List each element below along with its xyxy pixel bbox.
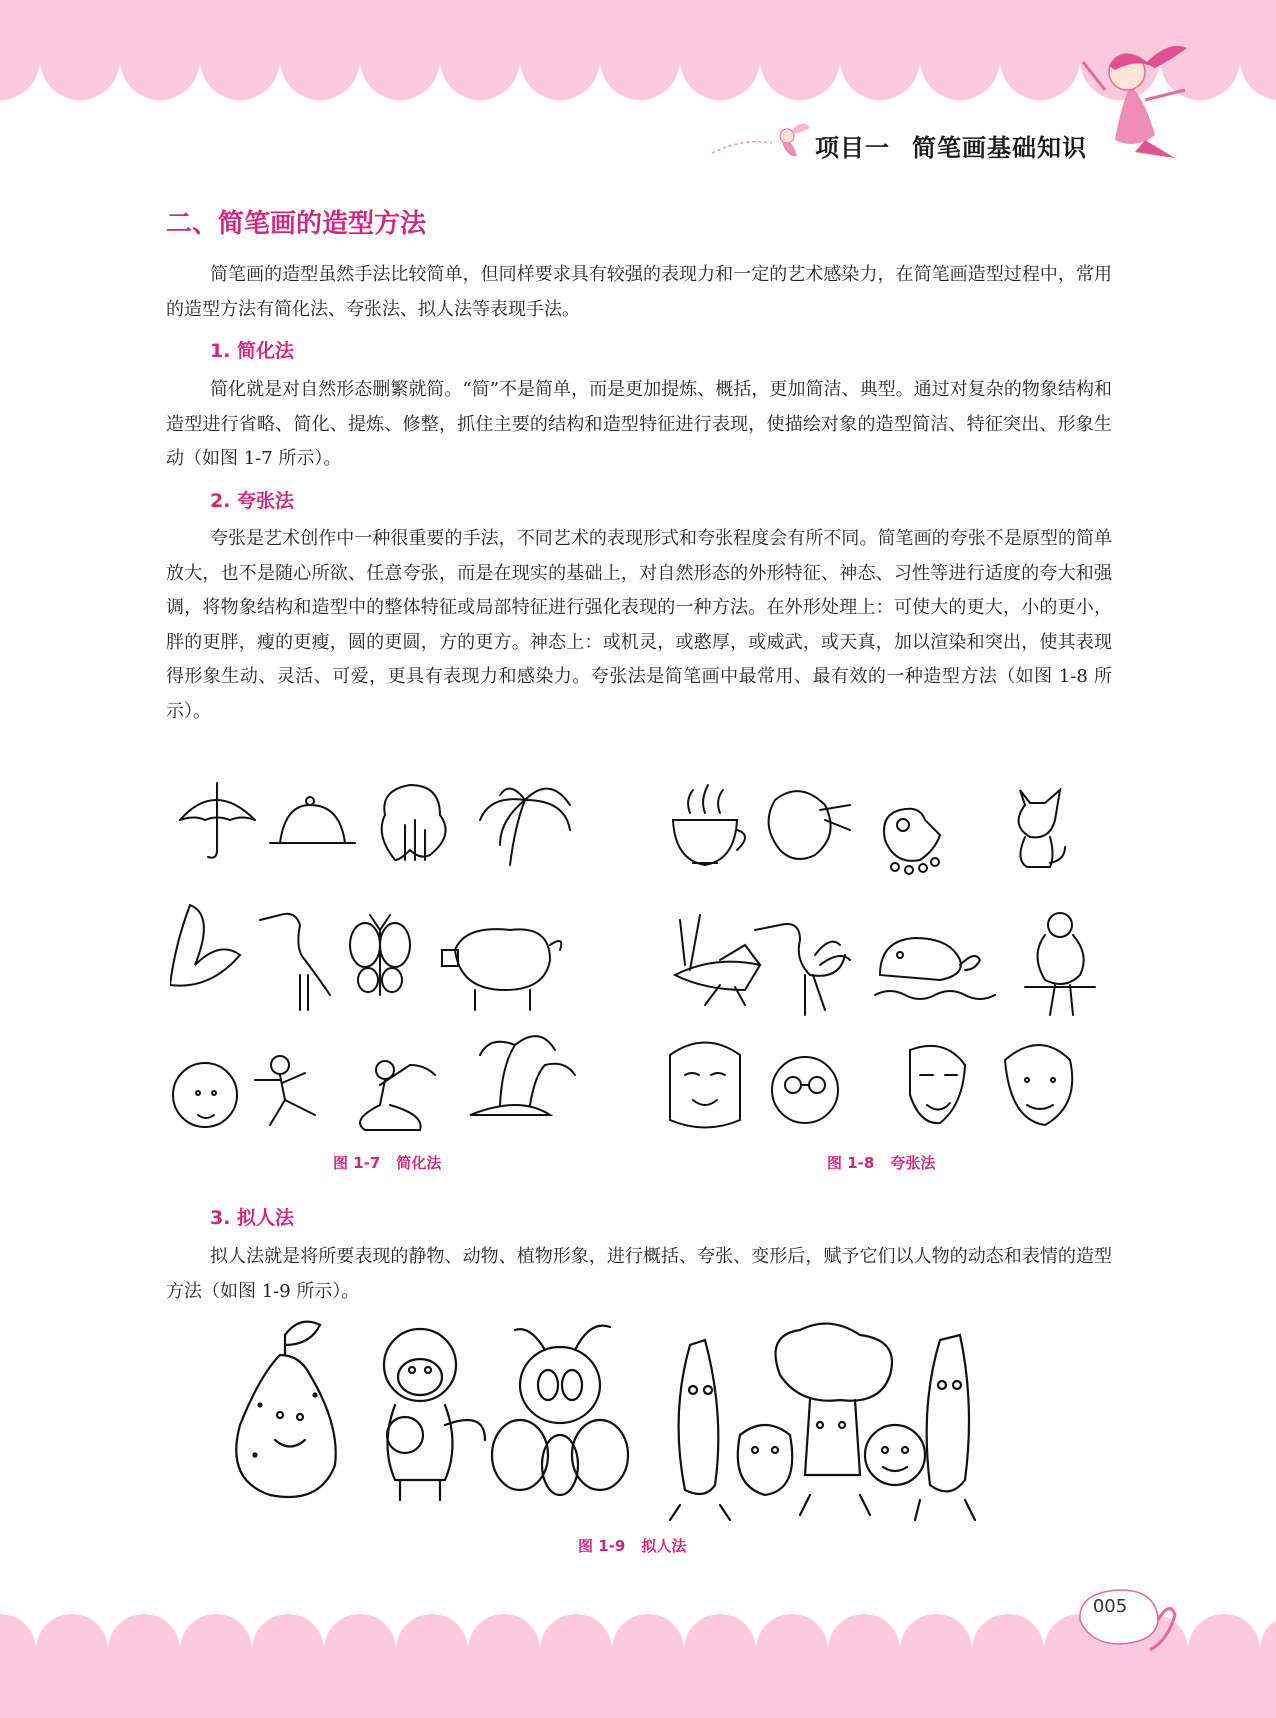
crane-drawing: [755, 924, 850, 1015]
figure-1-9-caption: [578, 1535, 686, 1556]
whale-drawing: [875, 938, 995, 999]
girl-illustration: [1075, 40, 1195, 160]
island-drawing: [470, 1036, 575, 1115]
pig-drawing: [442, 929, 561, 1010]
bee-character-drawing: [492, 1326, 628, 1495]
header-chapter: 项目一: [815, 134, 890, 162]
intro-paragraph: 简笔画的造型虽然手法比较简单，但同样要求具有较强的表现力和一定的艺术感染力，在简笔画造型过程中，常用的造型方法有简化法、夸张法、拟人法等表现手法。: [166, 264, 1112, 320]
heron-drawing: [260, 914, 330, 1010]
chicken-drawing: [884, 809, 940, 874]
page-number: 005: [1092, 1596, 1128, 1617]
face-3-drawing: [910, 1046, 965, 1123]
grasshopper-drawing: [675, 915, 760, 1005]
monkey-character-drawing: [384, 1329, 485, 1500]
swan-drawing: [170, 905, 240, 986]
face-1-drawing: [670, 1043, 740, 1128]
fairy-illustration: [712, 118, 812, 168]
vegetables-characters-drawing: [670, 1324, 975, 1520]
section-title: 二、简笔画的造型方法: [166, 209, 427, 239]
figure-1-8-drawings: [665, 775, 1115, 1145]
dancer-drawing: [360, 1061, 435, 1130]
figure-1-9-number: 图 1-9: [578, 1537, 626, 1555]
exaggerated-head-drawing: [769, 791, 850, 859]
figure-1-7-caption: [333, 1152, 441, 1173]
method-text-simplify: 简化就是对自然形态删繁就简。“简”不是简单，而是更加提炼、概括，更加简洁、典型。通过对复杂的物象结构和造型进行省略、简化、提炼、修整，抓住主要的结构和造型特征进行表现，使描绘对象的造型简洁、特征突出、形象生动（如图 1-7 所示）。: [166, 379, 1112, 469]
method-heading-exaggerate: 2. 夸张法: [210, 490, 295, 512]
figure-1-7-label: 简化法: [396, 1154, 442, 1172]
figure-1-7-drawings: [170, 775, 630, 1145]
method-heading-personify: 3. 拟人法: [210, 1207, 295, 1229]
boy-head-drawing: [173, 1063, 237, 1127]
bird-on-branch-drawing: [1025, 913, 1095, 1015]
method-heading-simplify: 1. 简化法: [210, 340, 295, 362]
figure-1-9-label: 拟人法: [641, 1537, 687, 1555]
butterfly-drawing: [350, 915, 410, 995]
cat-drawing: [1019, 790, 1065, 867]
figure-1-8-number: 图 1-8: [827, 1154, 875, 1172]
figure-1-9-drawings: [220, 1315, 1060, 1525]
runner-drawing: [255, 1056, 315, 1125]
method-text-exaggerate: 夸张是艺术创作中一种很重要的手法，不同艺术的表现形式和夸张程度会有所不同。简笔画的夸张不是原型的简单放大，也不是随心所欲、任意夸张，而是在现实的基础上，对自然形态的外形特征、神态、习性等进行适度的夸大和强调，将物象结构和造型中的整体特征或局部特征进行强化表现的一种方法。在外形处理上：可使大的更大，小的更小，胖的更胖，瘦的更瘦，圆的更圆，方的更方。神态上：或机灵，或憨厚，或威武，或天真，加以渲染和突出，使其表现得形象生动、灵活、可爱，更具有表现力和感染力。夸张法是简笔画中最常用、最有效的一种造型方法（如图 1-8 所示）。: [166, 528, 1112, 722]
face-2-drawing: [772, 1057, 838, 1123]
figure-1-7-number: 图 1-7: [333, 1154, 381, 1172]
header-title: 简笔画基础知识: [912, 134, 1087, 162]
palm-tree-drawing: [480, 789, 570, 865]
pear-character-drawing: [236, 1322, 335, 1497]
umbrella-drawing: [180, 783, 255, 858]
trees-drawing: [382, 785, 446, 860]
method-text-personify: 拟人法就是将所要表现的静物、动物、植物形象，进行概括、夸张、变形后，赋予它们以人物的动态和表情的造型方法（如图 1-9 所示）。: [166, 1246, 1112, 1302]
face-4-drawing: [1005, 1045, 1072, 1125]
figure-1-8-label: 夸张法: [890, 1154, 936, 1172]
page-number-bubble: [1070, 1580, 1180, 1660]
teacup-drawing: [673, 785, 745, 865]
dish-cover-drawing: [270, 797, 355, 843]
figure-1-8-caption: [827, 1152, 935, 1173]
running-header: [815, 128, 1087, 163]
